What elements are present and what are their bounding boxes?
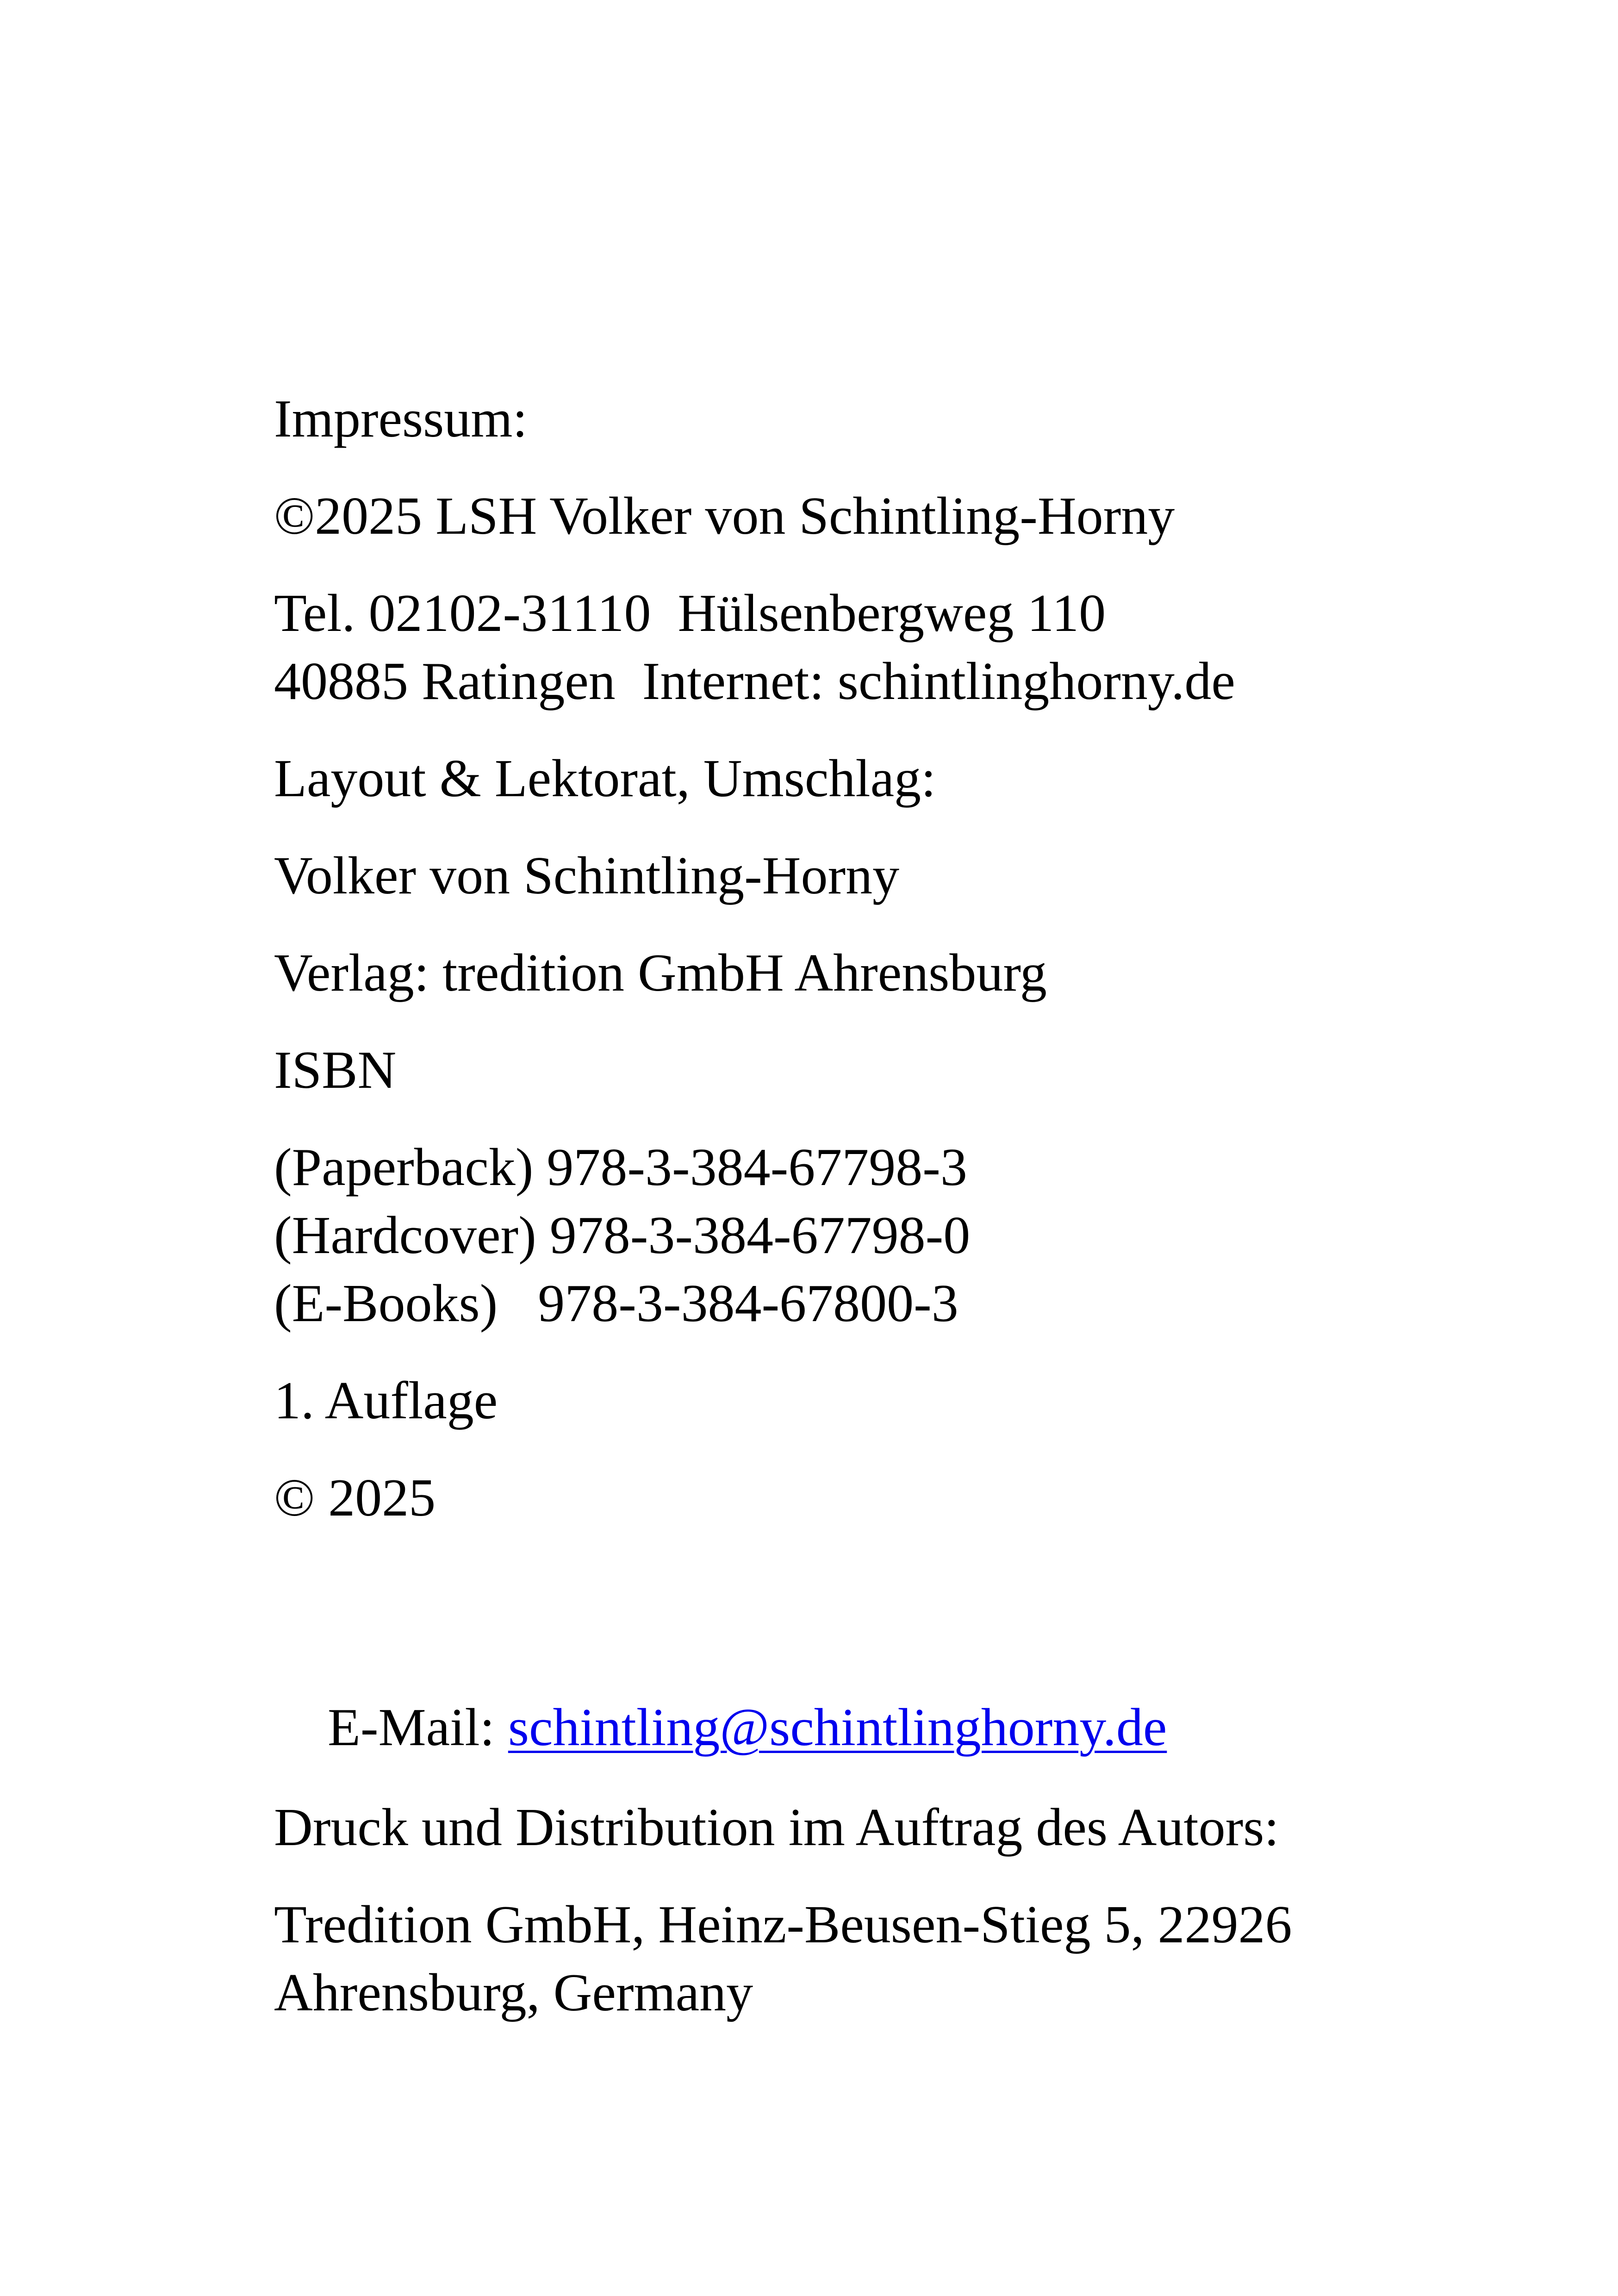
imprint-title: Impressum: [274, 389, 528, 449]
copyright-year: © 2025 [274, 1468, 436, 1528]
isbn-hardcover: (Hardcover) 978-3-384-67798-0 [274, 1206, 971, 1265]
isbn-label: ISBN [274, 1041, 397, 1100]
distribution-address-1: Tredition GmbH, Heinz-Beusen-Stieg 5, 22926 [274, 1895, 1292, 1954]
distribution-label: Druck und Distribution im Auftrag des Autors: [274, 1798, 1279, 1857]
layout-label: Layout & Lektorat, Umschlag: [274, 749, 936, 808]
isbn-ebooks: (E-Books) 978-3-384-67800-3 [274, 1274, 958, 1333]
distribution-address-2: Ahrensburg, Germany [274, 1963, 753, 2022]
isbn-paperback: (Paperback) 978-3-384-67798-3 [274, 1138, 967, 1197]
layout-name: Volker von Schintling-Horny [274, 846, 900, 905]
edition: 1. Auflage [274, 1371, 498, 1430]
address-line-1: Tel. 02102-31110 Hülsenbergweg 110 [274, 584, 1106, 643]
publisher: Verlag: tredition GmbH Ahrensburg [274, 943, 1047, 1003]
address-line-2: 40885 Ratingen Internet: schintlinghorny.de [274, 652, 1235, 711]
copyright-line: ©2025 LSH Volker von Schintling-Horny [274, 487, 1175, 546]
email-label: E-Mail: [328, 1698, 508, 1757]
email-link[interactable]: schintling@schintlinghorny.de [508, 1698, 1167, 1757]
